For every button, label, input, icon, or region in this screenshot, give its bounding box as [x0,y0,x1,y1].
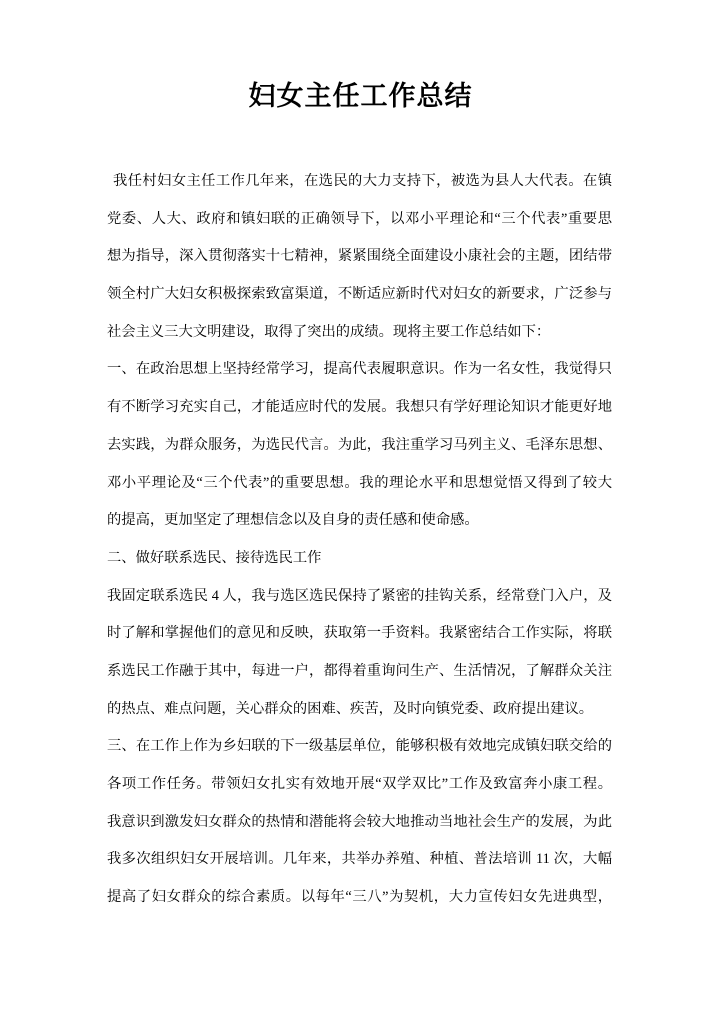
text-line: 的提高，更加坚定了理想信念以及自身的责任感和使命感。 [107,512,479,529]
text-line: 各项工作任务。带领妇女扎实有效地开展“双学双比”工作及致富奔小康工程。 [107,776,612,792]
text-line: 领全村广大妇女积极探索致富渠道，不断适应新时代对妇女的新要求，广泛参与 [107,286,612,303]
document-title: 妇女主任工作总结 [248,81,473,111]
paragraph-section-2-body [107,578,612,729]
text-line: 的热点、难点问题，关心群众的困难、疾苦，及时向镇党委、政府提出建议。 [107,700,594,717]
paragraph-section-2-heading [107,540,612,578]
text-line: 邓小平理论及“三个代表”的重要思想。我的理论水平和思想觉悟又得到了较大 [107,474,612,491]
text-line: 我多次组织妇女开展培训。几年来，共举办养殖、种植、普法培训 11 次，大幅 [107,851,612,868]
document-body [107,163,612,917]
paragraph-section-1 [107,351,612,539]
text-line: 时了解和掌握他们的意见和反映，获取第一手资料。我紧密结合工作实际，将联 [107,625,612,642]
text-line: 我任村妇女主任工作几年来，在选民的大力支持下，被选为县人大代表。在镇 [113,173,612,189]
text-line: 我意识到激发妇女群众的热情和潜能将会较大地推动当地社会生产的发展，为此 [107,813,612,830]
text-line: 想为指导，深入贯彻落实十七精神，紧紧围绕全面建设小康社会的主题，团结带 [107,248,612,265]
text-line: 一、在政治思想上坚持经常学习，提高代表履职意识。作为一名女性，我觉得只 [107,361,612,378]
text-line: 提高了妇女群众的综合素质。以每年“三八”为契机，大力宣传妇女先进典型， [107,889,612,906]
paragraph-section-3 [107,728,612,916]
text-line: 三、在工作上作为乡妇联的下一级基层单位，能够积极有效地完成镇妇联交给的 [107,738,612,755]
text-line: 我固定联系选民 4 人，我与选区选民保持了紧密的挂钩关系，经常登门入户，及 [107,587,612,604]
text-line: 社会主义三大文明建设，取得了突出的成绩。现将主要工作总结如下： [107,323,551,340]
paragraph-intro [107,163,612,351]
text-line: 去实践，为群众服务，为选民代言。为此，我注重学习马列主义、毛泽东思想、 [107,436,612,453]
text-line: 党委、人大、政府和镇妇联的正确领导下，以邓小平理论和“三个代表”重要思 [107,210,612,227]
text-line: 二、做好联系选民、接待选民工作 [107,549,322,566]
text-line: 系选民工作融于其中，每进一户，都得着重询问生产、生活情况，了解群众关注 [107,662,612,679]
text-line: 有不断学习充实自己，才能适应时代的发展。我想只有学好理论知识才能更好地 [107,399,612,416]
